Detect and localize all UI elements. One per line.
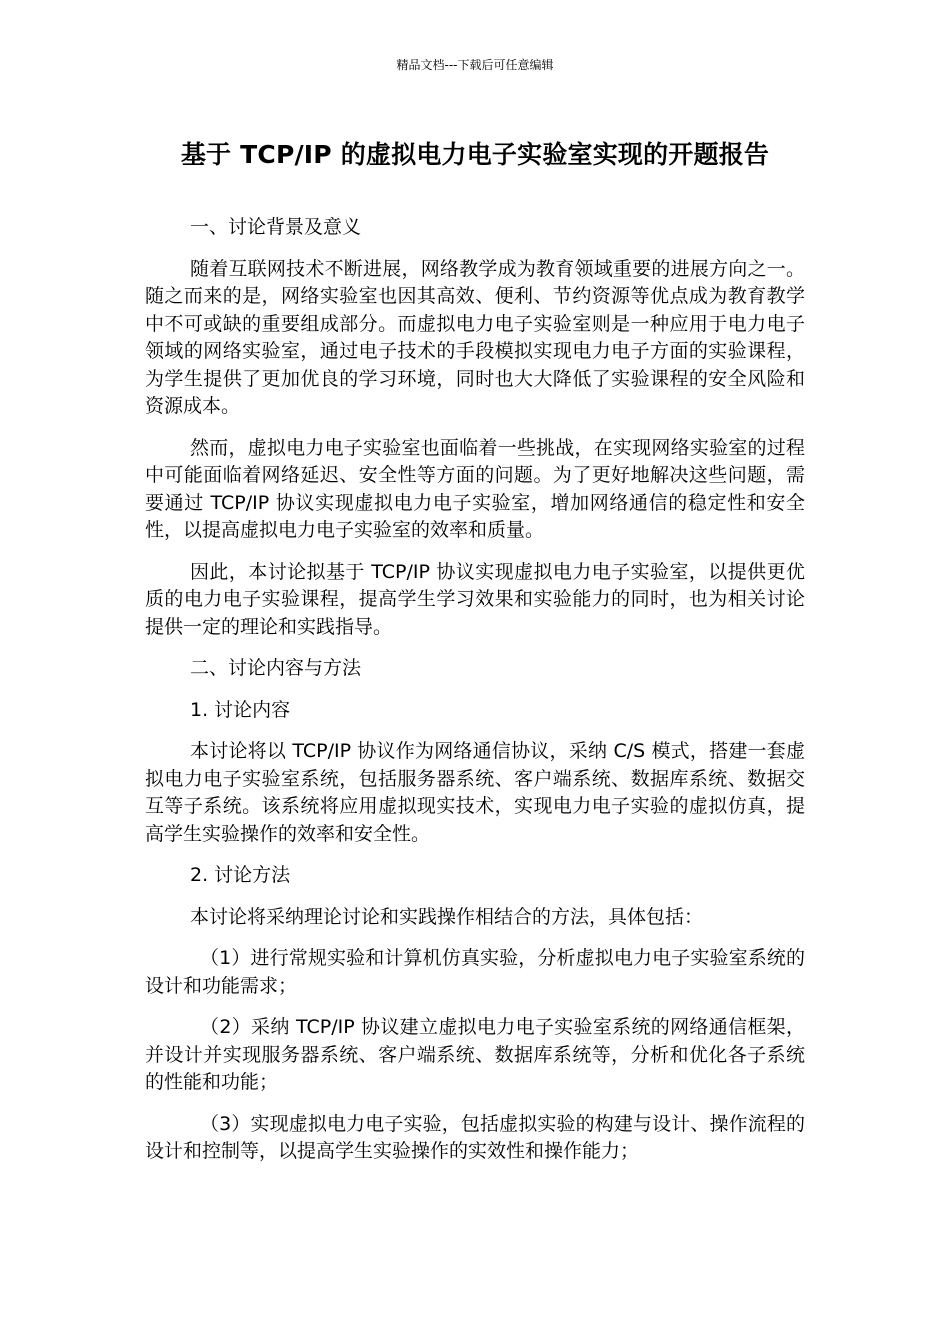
document-body (145, 214, 805, 1180)
document-title: 基于 TCP/IP 的虚拟电力电子实验室实现的开题报告 (180, 140, 770, 169)
page-header: 精品文档---下载后可任意编辑 (396, 58, 554, 72)
paragraph-background-2: 然而，虚拟电力电子实验室也面临着一些挑战，在实现网络实验室的过程中可能面临着网络延迟、安全性等方面的问题。为了更好地解决这些问题，需要通过 TCP/IP 协议实现虚拟电力电子实验室，增加网络通信的稳定性和安全性，以提高虚拟电力电子实验室的效率和质量。 (145, 436, 805, 541)
paragraph-background-1: 随着互联网技术不断进展，网络教学成为教育领域重要的进展方向之一。随之而来的是，网络实验室也因其高效、便利、节约资源等优点成为教育教学中不可或缺的重要组成部分。而虚拟电力电子实验室则是一种应用于电力电子领域的网络实验室，通过电子技术的手段模拟实现电力电子方面的实验课程，为学生提供了更加优良的学习环境，同时也大大降低了实验课程的安全风险和资源成本。 (145, 257, 805, 417)
list-item-3: （3）实现虚拟电力电子实验，包括虚拟实验的构建与设计、操作流程的设计和控制等，以提高学生实验操作的实效性和操作能力； (145, 1112, 805, 1162)
list-item-1: （1）进行常规实验和计算机仿真实验，分析虚拟电力电子实验室系统的设计和功能需求； (145, 947, 805, 997)
paragraph-method-intro: 本讨论将采纳理论讨论和实践操作相结合的方法，具体包括： (190, 905, 704, 928)
paragraph-background-3: 因此，本讨论拟基于 TCP/IP 协议实现虚拟电力电子实验室，以提供更优质的电力电子实验课程，提高学生学习效果和实验能力的同时，也为相关讨论提供一定的理论和实践指导。 (145, 560, 805, 638)
subheading-method: 2. 讨论方法 (190, 864, 291, 886)
list-item-2: （2）采纳 TCP/IP 协议建立虚拟电力电子实验室系统的网络通信框架，并设计并实现服务器系统、客户端系统、数据库系统等，分析和优化各子系统的性能和功能； (145, 1016, 805, 1093)
section-heading-background: 一、讨论背景及意义 (190, 216, 362, 238)
section-heading-content-method: 二、讨论内容与方法 (190, 657, 362, 679)
subheading-content: 1. 讨论内容 (190, 698, 291, 721)
paragraph-content: 本讨论将以 TCP/IP 协议作为网络通信协议，采纳 C/S 模式，搭建一套虚拟电力电子实验室系统，包括服务器系统、客户端系统、数据库系统、数据交互等子系统。该系统将应用虚拟现实技术，实现电力电子实验的虚拟仿真，提高学生实验操作的效率和安全性。 (145, 740, 805, 845)
